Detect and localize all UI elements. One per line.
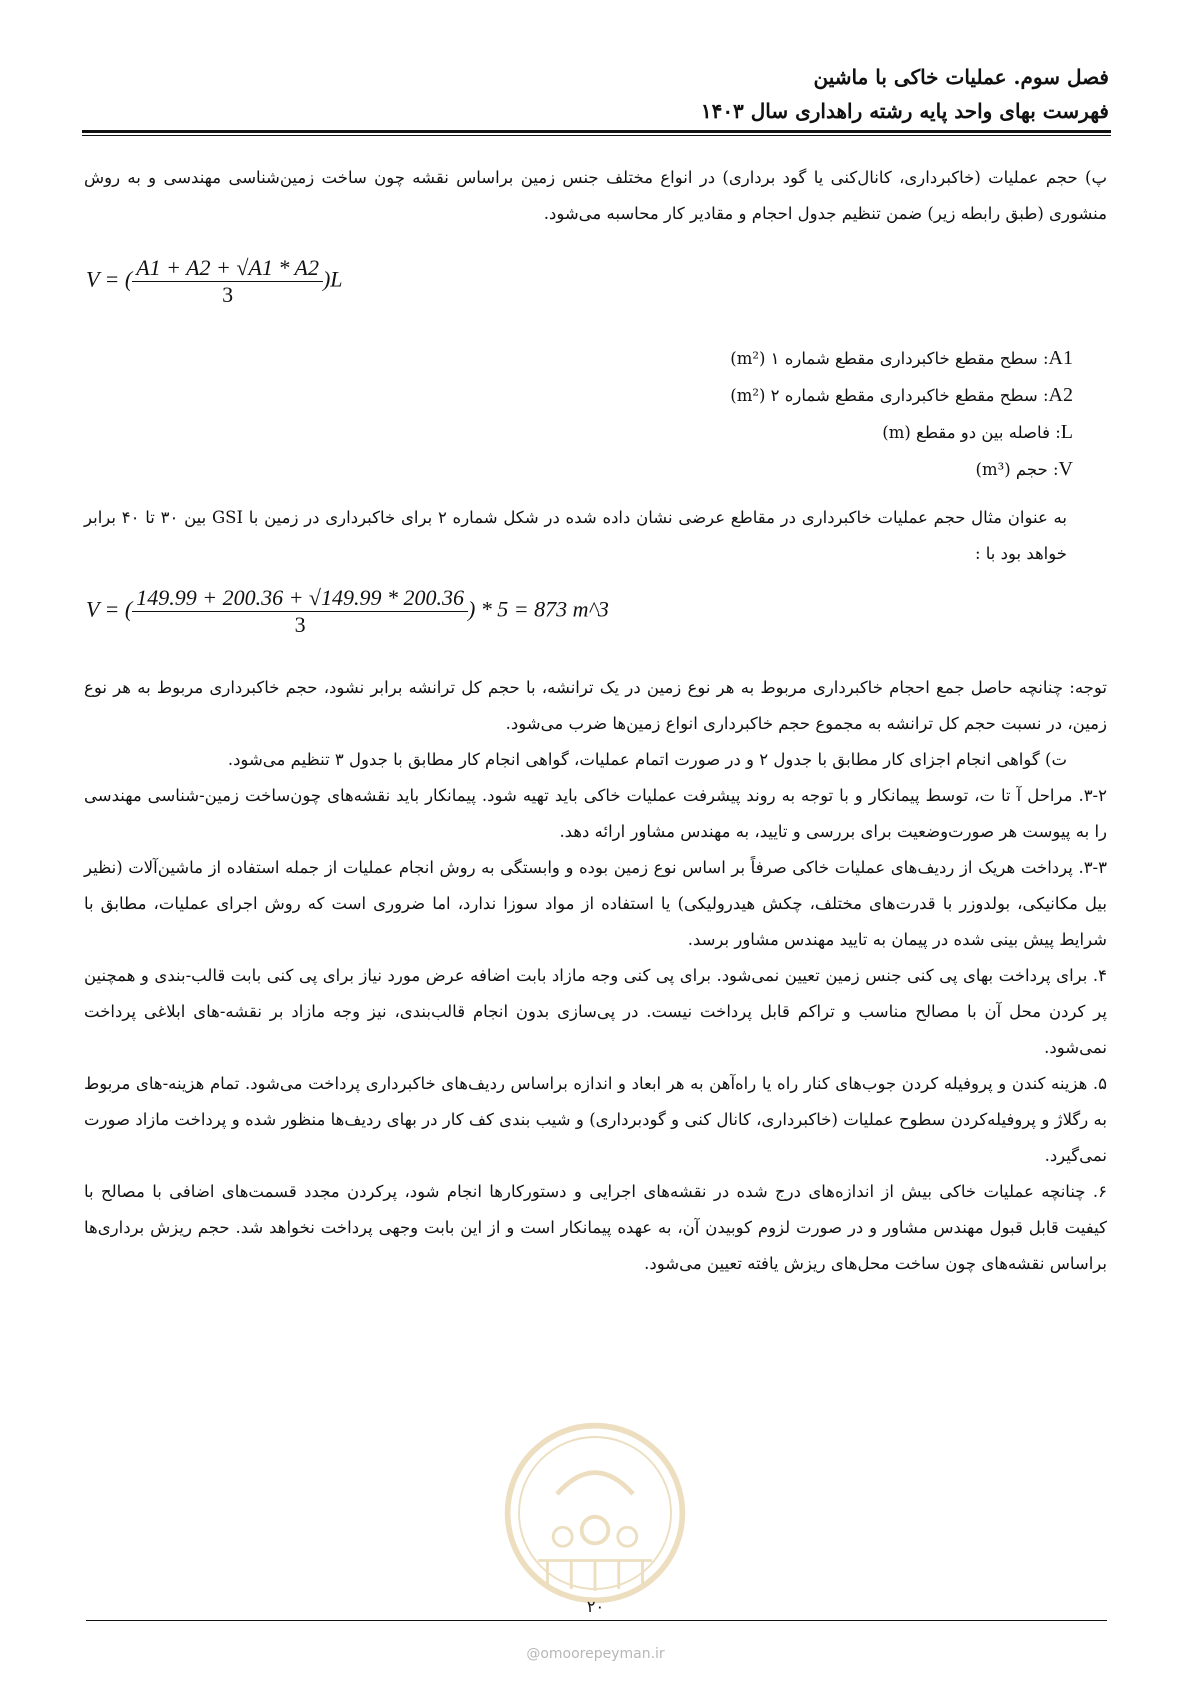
- definition-a1: A1: سطح مقطع خاکبرداری مقطع شماره ۱ (m²): [730, 347, 1073, 369]
- formula-lhs: V = (: [86, 266, 133, 292]
- section-3-3: ۳-۳. پرداخت هریک از ردیف‌های عملیات خاکی صرفاً بر اساس نوع زمین بوده و وابستگی به روش انجام عملیات از جمله استفاده از ماشین‌آلات (نظیر بیل مکانیکی، بولدوزر با قدرت‌های مختلف، چکش هیدرولیکی) یا استفاده از مواد سوزا ندارد، اما ضروری است که روش اجرای عملیات، مطابق با شرایط پیش بینی شده در پیمان به تایید مهندس مشاور برسد.: [84, 858, 1107, 949]
- formula-fraction: [132, 255, 323, 308]
- definition-v: V: حجم (m³): [975, 458, 1073, 480]
- paragraph-t: ت) گواهی انجام اجزای کار مطابق با جدول ۲ و در صورت اتمام عملیات، گواهی انجام کار مطابق با جدول ۳ تنظیم می‌شود.: [227, 750, 1067, 769]
- formula2-denominator: 3: [294, 612, 306, 637]
- header-rule-thick: [82, 130, 1111, 133]
- website-watermark: @omoorepeyman.ir: [526, 1646, 665, 1662]
- document-body-rest: [84, 670, 1107, 1282]
- formula-rhs: )L: [322, 266, 343, 292]
- section-6: ۶. چنانچه عملیات خاکی بیش از اندازه‌های درج شده در نقشه‌های اجرایی و دستورکارها انجام شود، پرکردن مجدد قسمت‌های اضافی با مصالح با کیفیت قابل قبول مهندس مشاور و در صورت لزوم کوبیدن آن، به عهده پیمانکار است و از این بابت وجهی پرداخت نخواهد شد. حجم ریزش برداری‌ها براساس نقشه‌های چون ساخت محل‌های ریزش یافته تعیین می‌شود.: [84, 1182, 1107, 1273]
- page-number: ۲۰: [586, 1597, 605, 1616]
- document-body: [84, 160, 1107, 232]
- formula2-numerator: 149.99 + 200.36 + √149.99 * 200.36: [132, 585, 468, 612]
- price-list-title: فهرست بهای واحد پایه رشته راهداری سال ۱۴۰۳: [700, 99, 1109, 123]
- definition-a2: A2: سطح مقطع خاکبرداری مقطع شماره ۲ (m²): [730, 384, 1073, 406]
- formula-denominator: 3: [222, 282, 234, 307]
- formula2-rhs: ) * 5 = 873 m^3: [467, 596, 609, 622]
- page-header: [701, 60, 1109, 128]
- section-4: ۴. برای پرداخت بهای پی کنی جنس زمین تعیین نمی‌شود. برای پی کنی وجه مازاد بابت اضافه عرض مورد نیاز برای پی کنی بابت قالب-بندی و همچنین پر کردن محل آن با مصالح مناسب و تراکم قابل پرداخت نیست. در پی‌سازی بدون انجام قالب‌بندی، نیز وجه مازاد بر نقشه-های ابلاغی پرداخت نمی‌شود.: [84, 966, 1107, 1057]
- formula-prismoidal: [86, 255, 343, 308]
- formula-numerator: A1 + A2 + √A1 * A2: [132, 255, 323, 282]
- example-block: [84, 500, 1107, 572]
- formula2-lhs: V = (: [86, 596, 133, 622]
- section-5: ۵. هزینه کندن و پروفیله کردن جوب‌های کنار راه یا راه‌آهن به هر ابعاد و اندازه براساس ردیف‌های خاکبرداری پرداخت می‌شود. تمام هزینه-های مربوط به رگلاژ و پروفیله‌کردن سطوح عملیات (خاکبرداری، کانال کنی و گودبرداری) و شیب بندی کف کار در بهای ردیف‌ها منظور شده و پرداخت مازاد صورت نمی‌گیرد.: [84, 1074, 1107, 1165]
- section-3-2: ۳-۲. مراحل آ تا ت، توسط پیمانکار و با توجه به روند پیشرفت عملیات خاکی باید تهیه شود. پیمانکار باید نقشه‌های چون‌ساخت زمین-شناسی مهندسی را به پیوست هر صورت‌وضعیت برای بررسی و تایید، به مهندس مشاور ارائه دهد.: [84, 786, 1107, 841]
- header-rule-thin: [82, 135, 1111, 136]
- definitions-list: [84, 340, 1073, 488]
- definition-l: L: فاصله بین دو مقطع (m): [882, 421, 1073, 443]
- paragraph-note: توجه: چنانچه حاصل جمع احجام خاکبرداری مربوط به هر نوع زمین در یک ترانشه، با حجم کل ترانشه برابر نشود، حجم خاکبرداری مربوط به هر نوع زمین، در نسبت حجم کل ترانشه به مجموع حجم خاکبرداری انواع زمین‌ها ضرب می‌شود.: [84, 678, 1107, 733]
- formula2-fraction: [132, 585, 468, 638]
- watermark-seal: [500, 1418, 690, 1608]
- paragraph-intro: پ) حجم عملیات (خاکبرداری، کانال‌کنی یا گود برداری) در انواع مختلف جنس زمین براساس نقشه چون ساخت زمین‌شناسی مهندسی و به روش منشوری (طبق رابطه زیر) ضمن تنظیم جدول احجام و مقادیر کار محاسبه می‌شود.: [84, 168, 1107, 223]
- paragraph-example: به عنوان مثال حجم عملیات خاکبرداری در مقاطع عرضی نشان داده شده در شکل شماره ۲ برای خاکبرداری در زمین با GSI بین ۳۰ تا ۴۰ برابر خواهد بود با :: [84, 508, 1067, 563]
- footer-rule: [86, 1620, 1107, 1621]
- formula-example: [86, 585, 609, 638]
- chapter-title: فصل سوم. عملیات خاکی با ماشین: [813, 65, 1109, 89]
